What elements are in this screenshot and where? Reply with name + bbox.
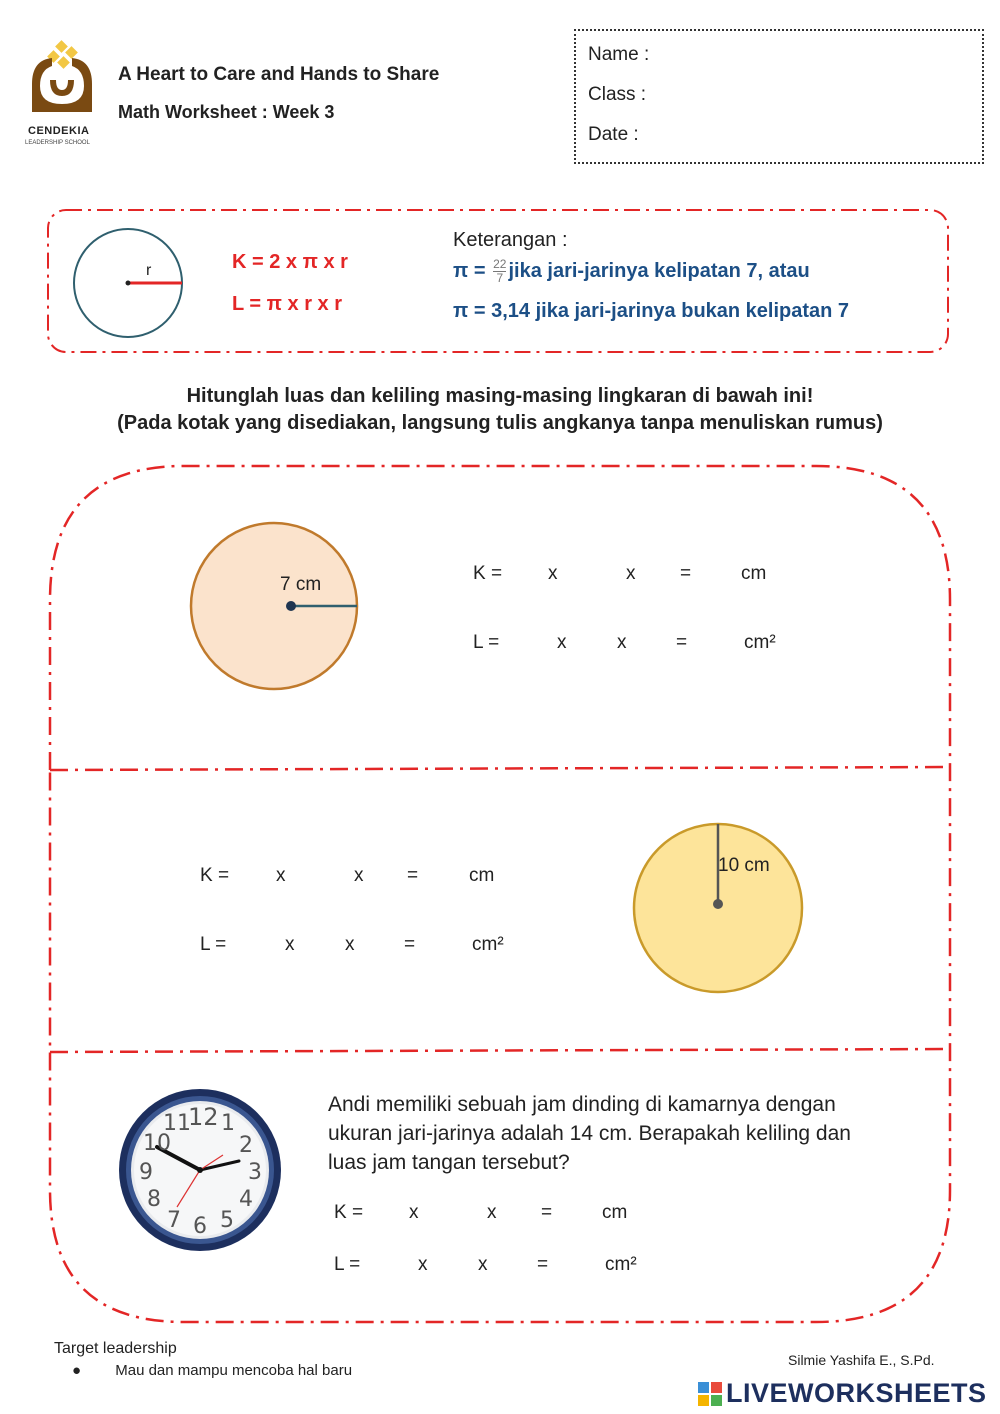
- keliling-formula: K = 2 x π x r: [232, 251, 348, 273]
- p3-l-equals: =: [537, 1254, 549, 1275]
- school-motto: A Heart to Care and Hands to Share: [118, 64, 440, 85]
- p1-k-label: K =: [473, 563, 503, 584]
- p2-k-times-2: x: [354, 865, 364, 886]
- p1-l-unit: cm²: [744, 632, 776, 653]
- radius-label-7cm: 7 cm: [280, 574, 322, 595]
- bullet-icon: ●: [72, 1362, 82, 1379]
- pi-rule-2: π = 3,14 jika jari-jarinya bukan kelipatan 7: [453, 300, 850, 322]
- p1-l-times-1: x: [557, 632, 567, 653]
- logo-name: CENDEKIA: [28, 125, 90, 137]
- logo-subtitle: LEADERSHIP SCHOOL: [25, 140, 90, 146]
- p3-l-unit: cm²: [605, 1254, 637, 1275]
- class-label: Class :: [588, 84, 647, 105]
- p2-l-times-1: x: [285, 934, 295, 955]
- wall-clock: [117, 1087, 283, 1253]
- p1-k-times-2: x: [626, 563, 636, 584]
- p2-k-unit: cm: [469, 865, 495, 886]
- formula-circle-diagram: [68, 228, 188, 338]
- p3-k-label: K =: [334, 1202, 364, 1223]
- clock-num-12: 12: [188, 1103, 219, 1131]
- p2-l-equals: =: [404, 934, 416, 955]
- circle-10cm: [628, 820, 808, 996]
- name-label: Name :: [588, 44, 650, 65]
- clock-num-1: 1: [221, 1111, 235, 1136]
- liveworksheets-logo-icon: [698, 1382, 724, 1408]
- p3-l-times-1: x: [418, 1254, 428, 1275]
- p3-l-label: L =: [334, 1254, 361, 1275]
- p1-l-equals: =: [676, 632, 688, 653]
- clock-num-10: 10: [143, 1131, 171, 1156]
- p1-k-times-1: x: [548, 563, 558, 584]
- clock-numbers: [117, 1087, 283, 1253]
- pi-fraction-num: 22: [493, 257, 507, 271]
- clock-num-6: 6: [193, 1214, 207, 1239]
- story-line-3: luas jam tangan tersebut?: [328, 1151, 570, 1174]
- pi-prefix: π =: [453, 259, 486, 282]
- clock-num-5: 5: [220, 1208, 234, 1233]
- p1-l-label: L =: [473, 632, 500, 653]
- date-label: Date :: [588, 124, 639, 145]
- clock-num-2: 2: [239, 1133, 253, 1158]
- clock-num-7: 7: [167, 1208, 181, 1233]
- worksheet-title: Math Worksheet : Week 3: [118, 102, 335, 122]
- brand-text: LIVEWORKSHEETS: [726, 1378, 987, 1408]
- keterangan-label: Keterangan :: [453, 229, 568, 251]
- p3-k-unit: cm: [602, 1202, 628, 1223]
- target-item-text: Mau dan mampu mencoba hal baru: [115, 1362, 353, 1379]
- pi-fraction: [493, 258, 506, 285]
- p1-k-unit: cm: [741, 563, 767, 584]
- p2-k-equals: =: [407, 865, 419, 886]
- author-name: Silmie Yashifa E., S.Pd.: [788, 1352, 935, 1368]
- pi-fraction-den: 7: [496, 271, 504, 285]
- radius-label: r: [146, 262, 152, 279]
- p2-k-label: K =: [200, 865, 230, 886]
- circle-7cm: [186, 520, 362, 692]
- clock-num-11: 11: [163, 1111, 191, 1136]
- pi-rule-1-text: jika jari-jarinya kelipatan 7, atau: [508, 259, 810, 282]
- clock-num-8: 8: [147, 1187, 161, 1212]
- p2-l-label: L =: [200, 934, 227, 955]
- instruction-line-2: (Pada kotak yang disediakan, langsung tulis angkanya tanpa menuliskan rumus): [117, 412, 883, 434]
- clock-num-9: 9: [139, 1160, 153, 1185]
- p1-k-equals: =: [680, 563, 692, 584]
- luas-formula: L = π x r x r: [232, 293, 342, 315]
- p3-k-equals: =: [541, 1202, 553, 1223]
- story-line-2: ukuran jari-jarinya adalah 14 cm. Berapakah keliling dan: [328, 1122, 851, 1145]
- p2-k-times-1: x: [276, 865, 286, 886]
- clock-num-3: 3: [248, 1160, 262, 1185]
- clock-num-4: 4: [239, 1187, 253, 1212]
- p3-l-times-2: x: [478, 1254, 488, 1275]
- p3-k-times-1: x: [409, 1202, 419, 1223]
- p1-l-times-2: x: [617, 632, 627, 653]
- pi-rule-1: [453, 258, 810, 285]
- target-leadership-label: Target leadership: [54, 1340, 177, 1357]
- p2-l-unit: cm²: [472, 934, 504, 955]
- p3-k-times-2: x: [487, 1202, 497, 1223]
- instruction-line-1: Hitunglah luas dan keliling masing-masing lingkaran di bawah ini!: [186, 385, 814, 407]
- p2-l-times-2: x: [345, 934, 355, 955]
- radius-label-10cm: 10 cm: [718, 855, 770, 876]
- target-item: [72, 1362, 352, 1379]
- story-line-1: Andi memiliki sebuah jam dinding di kamarnya dengan: [328, 1093, 836, 1116]
